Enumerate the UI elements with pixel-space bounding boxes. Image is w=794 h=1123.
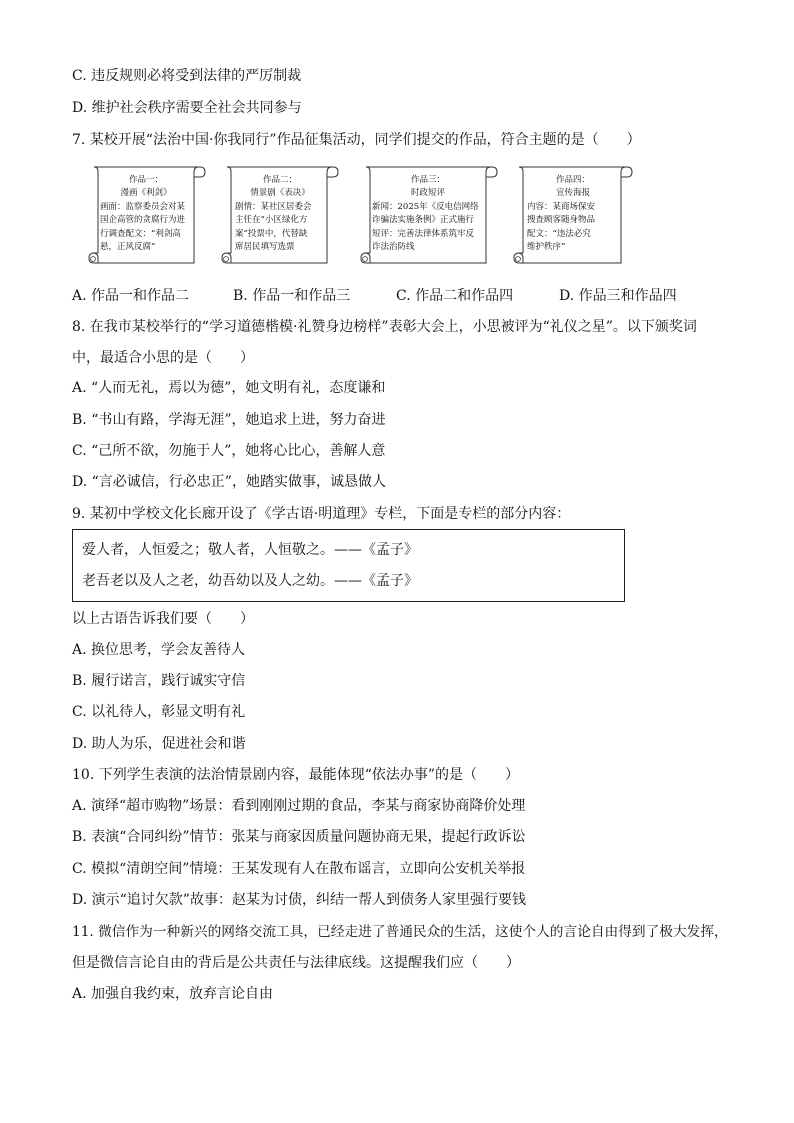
q7-option-c: C. 作品二和作品四 <box>396 288 514 304</box>
question-11: 11. 微信作为一种新兴的网络交流工具，已经走进了普通民众的生活，这使个人的言论自由得到了极大发挥， <box>72 924 728 940</box>
question-9-cont: 以上古语告诉我们要（ ） <box>72 611 254 627</box>
work-scroll-2 <box>219 163 339 271</box>
work-1-line: 行调查配文：“利剑高 <box>100 228 181 239</box>
q10-option-d: D. 演示“追讨欠款”故事：赵某为讨债，纠结一帮人到债务人家里强行要钱 <box>72 892 526 908</box>
option-c-prev: C. 违反规则必将受到法律的严厉制裁 <box>72 68 302 84</box>
question-10: 10. 下列学生表演的法治情景剧内容，最能体现“依法办事”的是（ ） <box>72 767 520 783</box>
q8-option-b: B. “书山有路，学海无涯”，她追求上进，努力奋进 <box>72 412 386 428</box>
quote-box <box>72 529 625 602</box>
question-8: 8. 在我市某校举行的“学习道德楷模·礼赞身边榜样”表彰大会上，小思被评为“礼仪之星”。以下颁奖词 <box>72 319 697 335</box>
work-3-line: 新闻：2025年《反电信网络 <box>372 201 479 212</box>
work-3-label: 作品三： <box>410 175 445 185</box>
question-11-cont: 但是微信言论自由的背后是公共责任与法律底线。这提醒我们应（ ） <box>72 955 520 971</box>
q10-option-a: A. 演绎“超市购物”场景：看到刚刚过期的食品，李某与商家协商降价处理 <box>72 798 526 814</box>
work-1-line: 国企高管的贪腐行为进 <box>100 215 186 226</box>
work-scroll-4 <box>511 163 633 271</box>
work-1-line: 画面：监察委员会对某 <box>100 201 186 212</box>
q9-option-d: D. 助人为乐，促进社会和谐 <box>72 736 246 752</box>
work-1-title: 漫画《利剑》 <box>120 188 172 199</box>
q8-option-d: D. “言必诚信，行必忠正”，她踏实做事，诚恳做人 <box>72 474 386 490</box>
work-2-line: 剧情：某社区居委会 <box>235 201 312 212</box>
q9-option-a: A. 换位思考，学会友善待人 <box>72 642 246 658</box>
work-3-title: 时政短评 <box>410 188 445 199</box>
q11-option-a: A. 加强自我约束，放弃言论自由 <box>72 986 274 1002</box>
work-scroll-1 <box>86 163 206 271</box>
q7-option-b: B. 作品一和作品三 <box>233 288 351 304</box>
work-4-line: 内容：某商场保安 <box>527 201 596 212</box>
work-4-title: 宣传海报 <box>555 188 590 199</box>
work-scroll-3 <box>358 163 498 271</box>
work-4-line: 搜查顾客随身物品 <box>527 215 596 226</box>
work-4-label: 作品四： <box>555 175 590 185</box>
q9-option-c: C. 以礼待人，彰显文明有礼 <box>72 704 246 720</box>
work-2-title: 情景剧《表决》 <box>250 188 310 199</box>
q10-option-c: C. 模拟“清朗空间”情境：王某发现有人在散布谣言，立即向公安机关举报 <box>72 861 526 877</box>
work-2-label: 作品二： <box>262 175 297 185</box>
q8-option-a: A. “人而无礼，焉以为德”，她文明有礼，态度谦和 <box>72 380 386 396</box>
work-1-line: 悬，正风反腐” <box>100 242 156 253</box>
question-7: 7. 某校开展“法治中国·你我同行”作品征集活动，同学们提交的作品，符合主题的是（ ） <box>72 132 641 148</box>
q7-option-d: D. 作品三和作品四 <box>559 288 677 304</box>
work-1-label: 作品一： <box>128 175 163 185</box>
work-3-line: 诈骗法实施条例》正式施行 <box>372 215 475 226</box>
work-4-line: 维护秩序” <box>527 242 566 253</box>
q10-option-b: B. 表演“合同纠纷”情节：张某与商家因质量问题协商无果，提起行政诉讼 <box>72 829 526 845</box>
work-3-line: 短评：完善法律体系筑牢反 <box>372 228 475 239</box>
work-3-line: 诈法治防线 <box>372 242 415 253</box>
quote-line: 老吾老以及人之老，幼吾幼以及人之幼。——《孟子》 <box>82 573 418 589</box>
q7-option-a: A. 作品一和作品二 <box>72 288 190 304</box>
question-9: 9. 某初中学校文化长廊开设了《学古语·明道理》专栏，下面是专栏的部分内容： <box>72 506 571 522</box>
quote-line: 爱人者，人恒爱之；敬人者，人恒敬之。——《孟子》 <box>82 542 418 558</box>
work-2-line: 案”投票中，代替缺 <box>235 228 308 239</box>
work-2-line: 席居民填写选票 <box>235 242 295 253</box>
option-d-prev: D. 维护社会秩序需要全社会共同参与 <box>72 100 302 116</box>
q8-option-c: C. “己所不欲，勿施于人”，她将心比心，善解人意 <box>72 443 386 459</box>
work-2-line: 主任在“小区绿化方 <box>235 215 308 226</box>
q9-option-b: B. 履行诺言，践行诚实守信 <box>72 673 246 689</box>
question-8-cont: 中，最适合小思的是（ ） <box>72 350 254 366</box>
work-4-line: 配文：“违法必究 <box>527 228 591 239</box>
